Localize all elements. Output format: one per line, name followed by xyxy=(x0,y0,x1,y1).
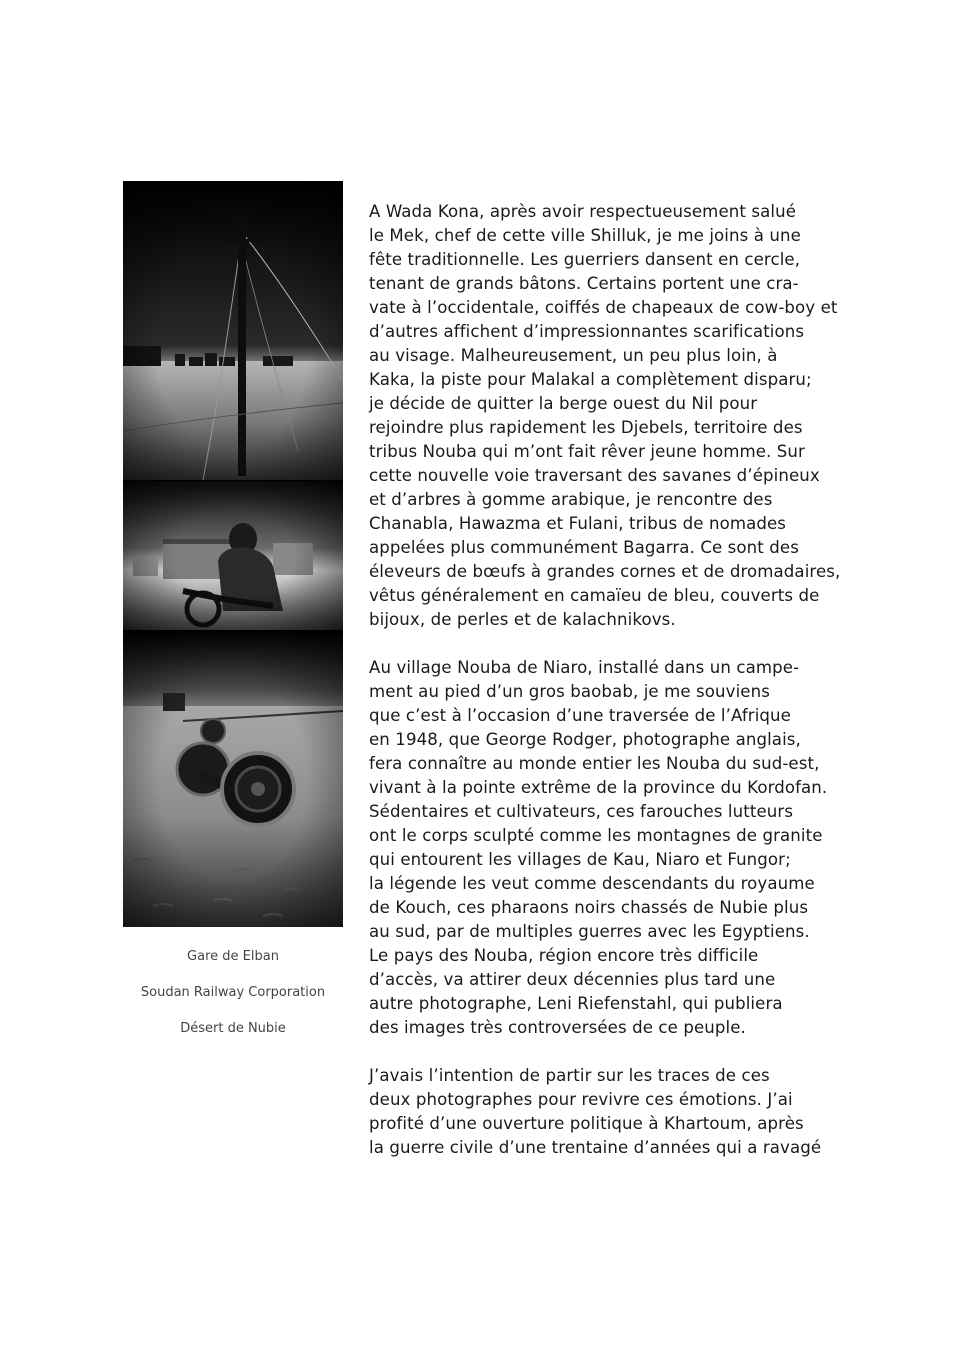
text-line: au sud, par de multiples guerres avec les Egyptiens. xyxy=(369,922,810,941)
photo-telegraph-pole xyxy=(123,181,343,480)
text-line: le Mek, chef de cette ville Shilluk, je me joins à une xyxy=(369,226,801,245)
text-line: deux photographes pour revivre ces émotions. J’ai xyxy=(369,1090,793,1109)
text-line: des images très controversées de ce peuple. xyxy=(369,1018,746,1037)
paragraph xyxy=(369,656,839,1040)
text-line: bijoux, de perles et de kalachnikovs. xyxy=(369,610,676,629)
text-line: Au village Nouba de Niaro, installé dans un campe- xyxy=(369,658,800,677)
paragraph xyxy=(369,1064,839,1160)
text-line: Le pays des Nouba, région encore très difficile xyxy=(369,946,759,965)
text-line: J’avais l’intention de partir sur les traces de ces xyxy=(369,1066,770,1085)
text-line: ont le corps sculpté comme les montagnes de granite xyxy=(369,826,823,845)
text-line: appelées plus communément Bagarra. Ce sont des xyxy=(369,538,799,557)
caption-line: Soudan Railway Corporation xyxy=(140,985,326,1000)
text-line: fera connaître au monde entier les Nouba du sud-est, xyxy=(369,754,820,773)
text-line: Chanabla, Hawazma et Fulani, tribus de nomades xyxy=(369,514,787,533)
text-line: la guerre civile d’une trentaine d’années qui a ravagé xyxy=(369,1138,822,1157)
text-line: je décide de quitter la berge ouest du Nil pour xyxy=(369,394,758,413)
text-line: autre photographe, Leni Riefenstahl, qui publiera xyxy=(369,994,783,1013)
text-line: de Kouch, ces pharaons noirs chassés de Nubie plus xyxy=(369,898,809,917)
text-line: d’autres affichent d’impressionnantes scarifications xyxy=(369,322,805,341)
paragraph xyxy=(369,200,839,632)
photo-motorbike-rider xyxy=(123,481,343,630)
text-line: A Wada Kona, après avoir respectueusement salué xyxy=(369,202,796,221)
text-line: et d’arbres à gomme arabique, je rencontre des xyxy=(369,490,773,509)
photo-train-wheels xyxy=(123,631,343,927)
text-line: fête traditionnelle. Les guerriers dansent en cercle, xyxy=(369,250,801,269)
text-line: Kaka, la piste pour Malakal a complètement disparu; xyxy=(369,370,812,389)
text-line: vate à l’occidentale, coiffés de chapeaux de cow-boy et xyxy=(369,298,838,317)
text-line: rejoindre plus rapidement les Djebels, territoire des xyxy=(369,418,803,437)
text-line: profité d’une ouverture politique à Khartoum, après xyxy=(369,1114,804,1133)
text-line: cette nouvelle voie traversant des savanes d’épineux xyxy=(369,466,820,485)
text-line: ment au pied d’un gros baobab, je me souviens xyxy=(369,682,770,701)
text-line: d’accès, va attirer deux décennies plus tard une xyxy=(369,970,776,989)
text-line: la légende les veut comme descendants du royaume xyxy=(369,874,815,893)
text-line: vêtus généralement en camaïeu de bleu, couverts de xyxy=(369,586,820,605)
text-line: au visage. Malheureusement, un peu plus loin, à xyxy=(369,346,778,365)
caption-line: Gare de Elban xyxy=(187,949,279,964)
text-line: tribus Nouba qui m’ont fait rêver jeune homme. Sur xyxy=(369,442,805,461)
text-line: éleveurs de bœufs à grandes cornes et de dromadaires, xyxy=(369,562,841,581)
text-line: en 1948, que George Rodger, photographe anglais, xyxy=(369,730,801,749)
photo-strip xyxy=(123,181,343,927)
text-line: tenant de grands bâtons. Certains portent une cra- xyxy=(369,274,799,293)
caption-line: Désert de Nubie xyxy=(180,1021,286,1036)
text-line: Sédentaires et cultivateurs, ces farouches lutteurs xyxy=(369,802,794,821)
text-line: qui entourent les villages de Kau, Niaro et Fungor; xyxy=(369,850,791,869)
body-text xyxy=(369,200,839,1184)
text-line: vivant à la pointe extrême de la province du Kordofan. xyxy=(369,778,828,797)
text-line: que c’est à l’occasion d’une traversée de l’Afrique xyxy=(369,706,791,725)
photo-captions xyxy=(123,946,343,1054)
